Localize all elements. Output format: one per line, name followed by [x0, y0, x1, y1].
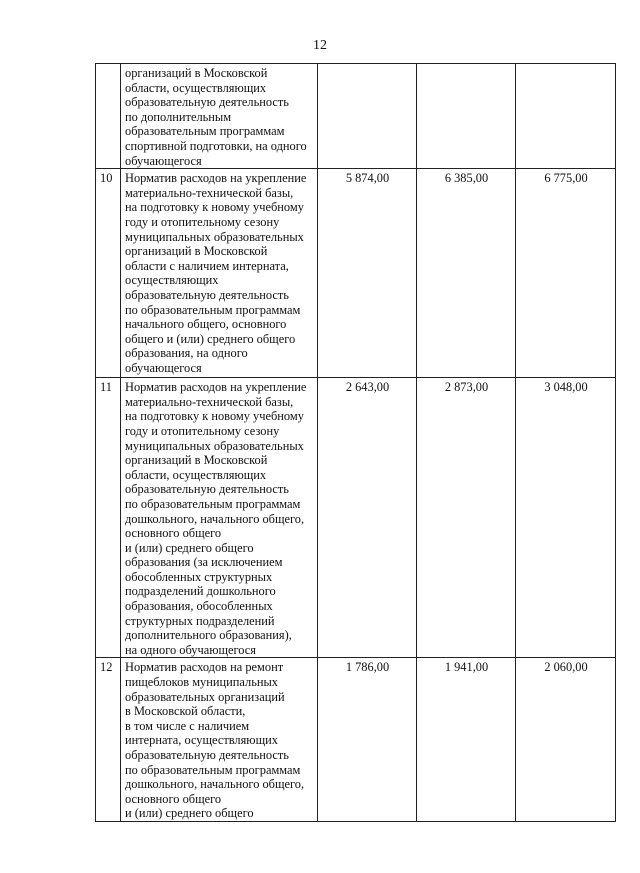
row-description: Норматив расходов на укрепление материально-технической базы, на подготовку к новому учебному году и отопительному сезону муниципальных образовательных организаций в Московской области, осуществляющих образовательную деятельность по образовательным программам дошкольного, начального общего, основного общего и (или) среднего общего образования (за исключением обособленных структурных подразделений дошкольного образования, обособленных структурных подразделений дополнительного образования), на одного обучающегося	[121, 378, 318, 658]
row-value-1: 1 786,00	[318, 658, 417, 822]
table-row	[96, 378, 616, 658]
row-value-3	[516, 64, 616, 169]
row-description: Норматив расходов на ремонт пищеблоков муниципальных образовательных организаций в Московской области, в том числе с наличием интерната, осуществляющих образовательную деятельность по образовательным программам дошкольного, начального общего, основного общего и (или) среднего общего	[121, 658, 318, 822]
row-value-3: 3 048,00	[516, 378, 616, 658]
row-number: 11	[96, 378, 121, 658]
row-value-1: 2 643,00	[318, 378, 417, 658]
table-row	[96, 64, 616, 169]
page-number: 12	[313, 38, 327, 53]
row-value-3: 6 775,00	[516, 169, 616, 378]
table-row	[96, 658, 616, 822]
table-row	[96, 169, 616, 378]
row-value-2: 1 941,00	[417, 658, 516, 822]
row-description: Норматив расходов на укрепление материально-технической базы, на подготовку к новому учебному году и отопительному сезону муниципальных образовательных организаций в Московской области с наличием интерната, осуществляющих образовательную деятельность по образовательным программам начального общего, основного общего и (или) среднего общего образования, на одного обучающегося	[121, 169, 318, 378]
row-value-1	[318, 64, 417, 169]
row-description: организаций в Московской области, осуществляющих образовательную деятельность по дополнительным образовательным программам спортивной подготовки, на одного обучающегося	[121, 64, 318, 169]
row-value-2: 6 385,00	[417, 169, 516, 378]
row-value-3: 2 060,00	[516, 658, 616, 822]
row-number	[96, 64, 121, 169]
row-value-2: 2 873,00	[417, 378, 516, 658]
row-value-2	[417, 64, 516, 169]
row-number: 12	[96, 658, 121, 822]
norms-table	[95, 63, 616, 822]
row-number: 10	[96, 169, 121, 378]
row-value-1: 5 874,00	[318, 169, 417, 378]
